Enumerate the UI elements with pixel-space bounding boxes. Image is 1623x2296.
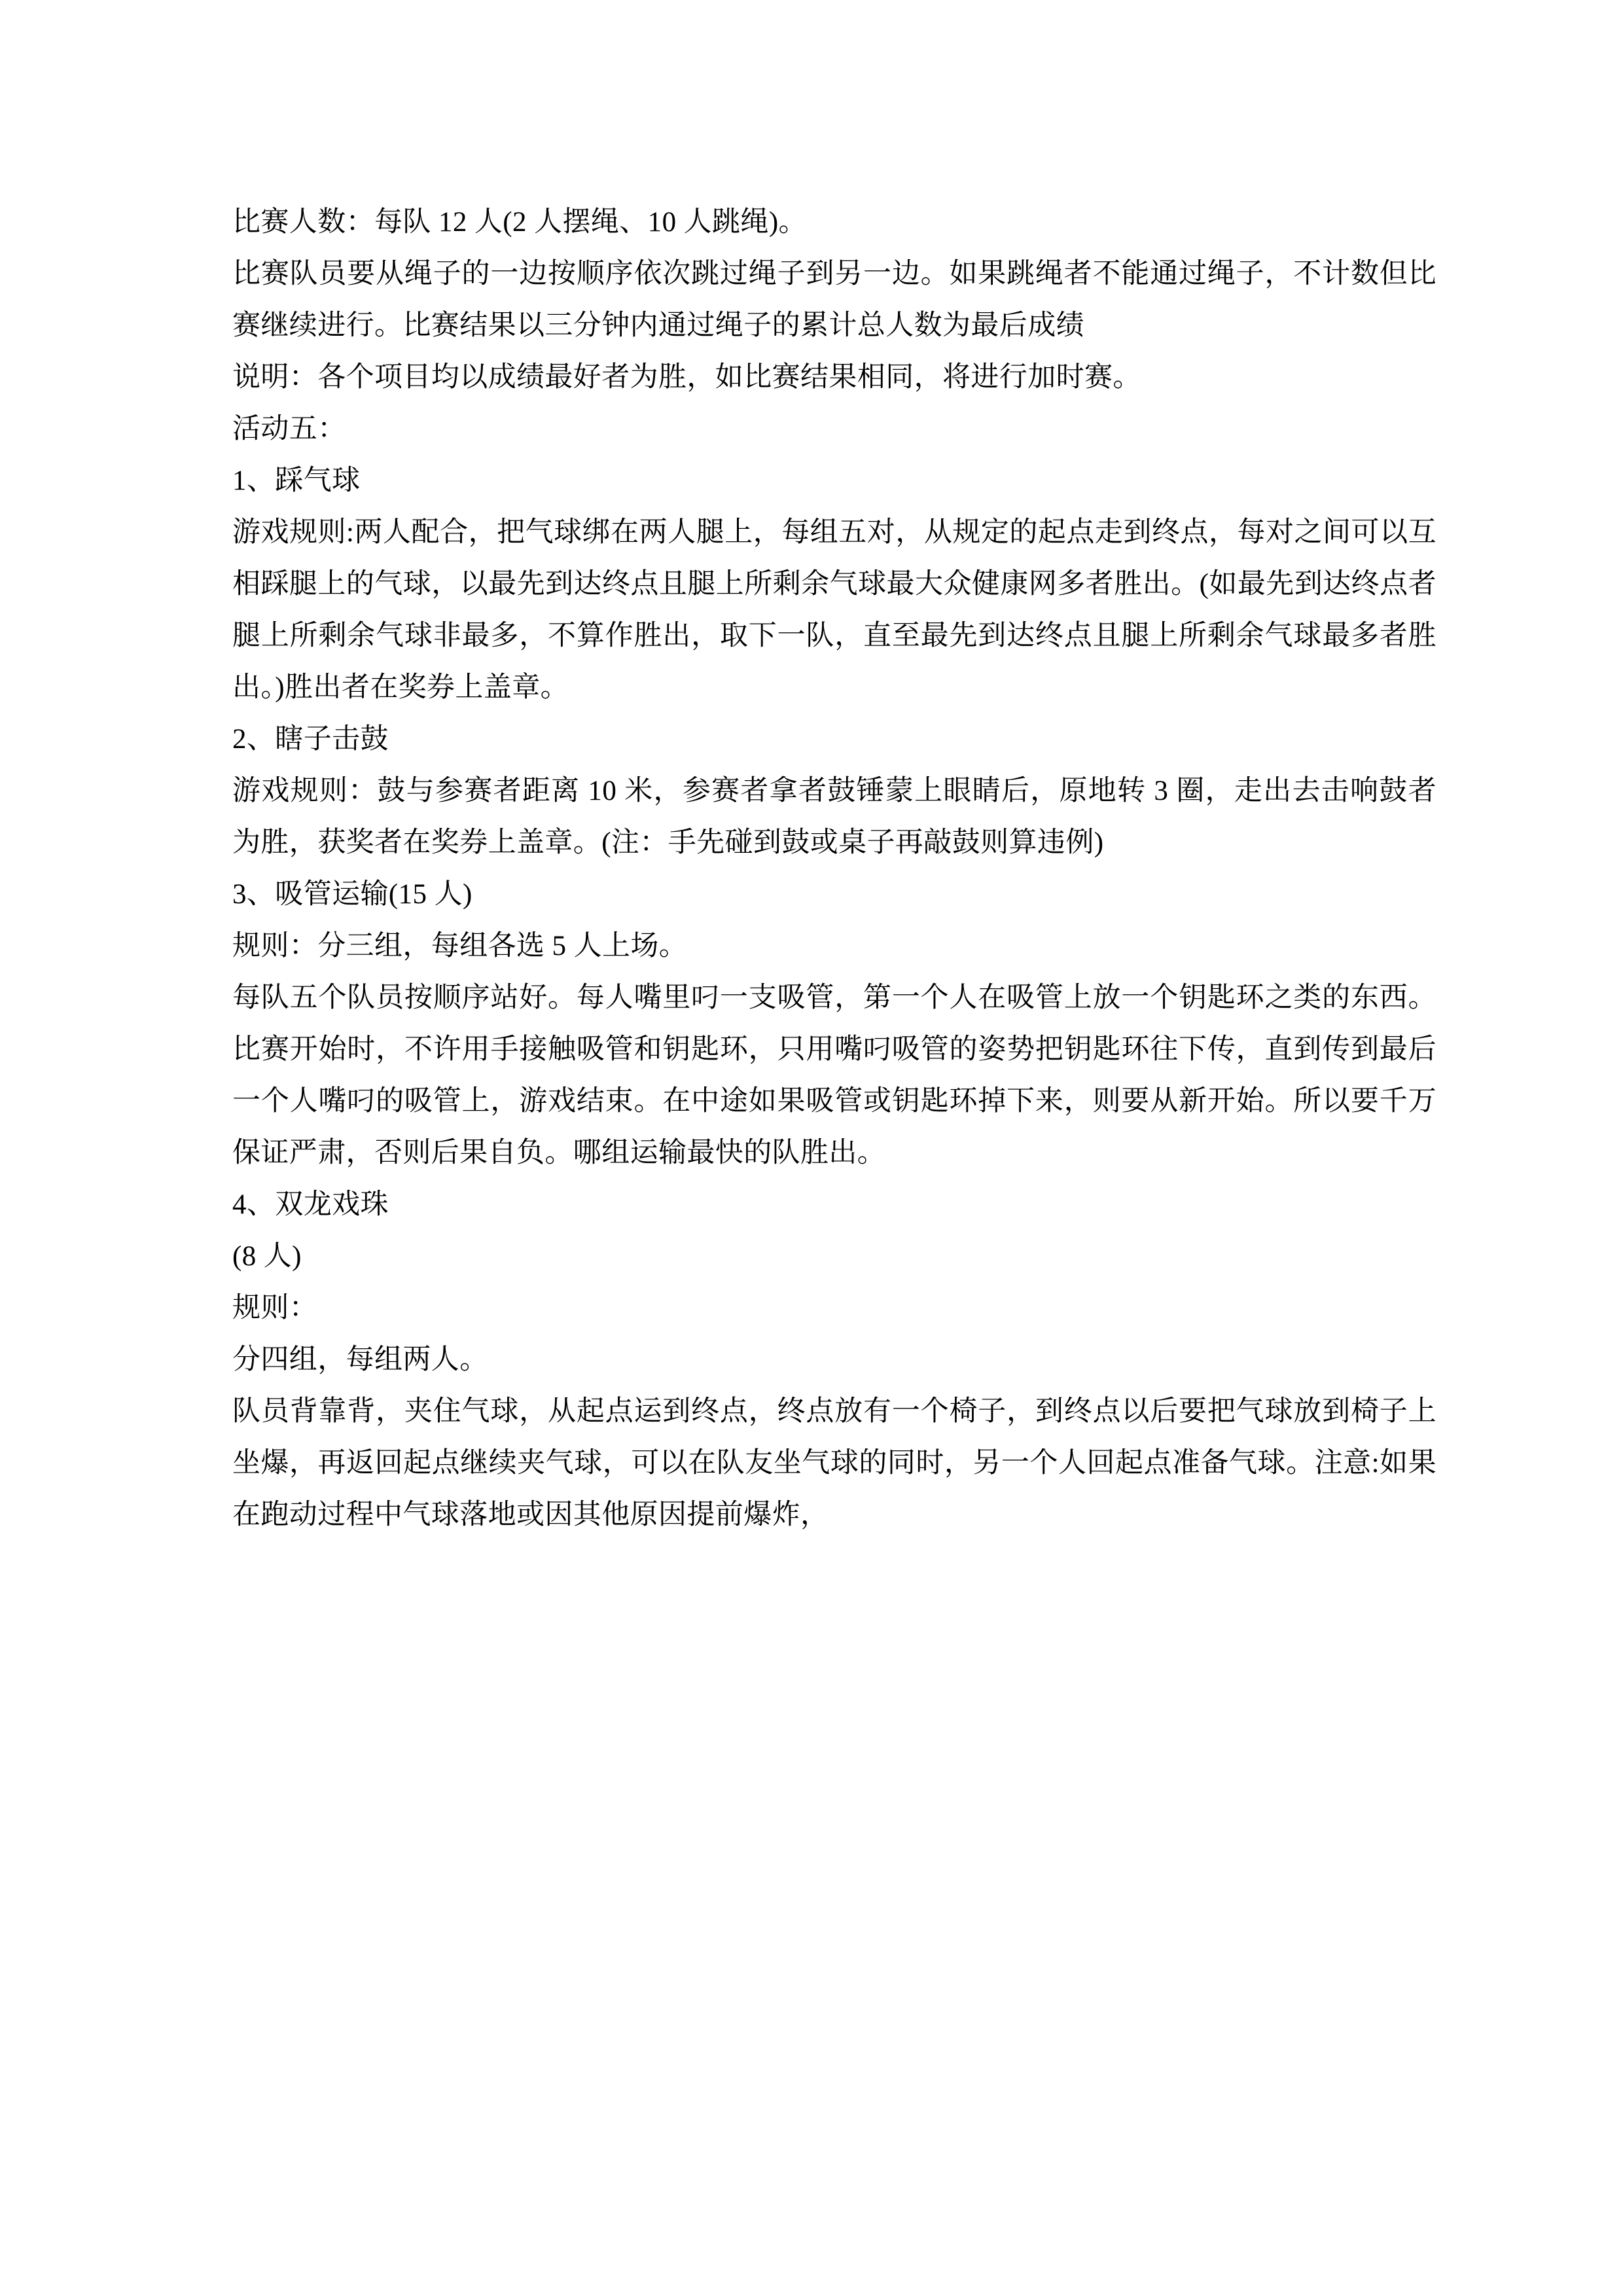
paragraph-game-3-rules: 规则：分三组，每组各选 5 人上场。 bbox=[232, 931, 688, 961]
paragraph-game-1-rules: 游戏规则:两人配合，把气球绑在两人腿上，每组五对，从规定的起点走到终点，每对之间可以互相踩腿上的气球，以最先到达终点且腿上所剩余气球最大众健康网多者胜出。(如最先到达终点者腿上所剩余气球非最多，不算作胜出，取下一队，直至最先到达终点且腿上所剩余气球最多者胜出。)胜出者在奖券上盖章。 bbox=[232, 517, 1436, 703]
heading-game-4-double-dragon: 4、双龙戏珠 bbox=[232, 1189, 389, 1220]
heading-activity-five: 活动五： bbox=[232, 414, 346, 444]
paragraph-competition-headcount: 比赛人数：每队 12 人(2 人摆绳、10 人跳绳)。 bbox=[232, 207, 807, 238]
paragraph-game-4-rules-label: 规则： bbox=[232, 1293, 318, 1323]
paragraph-game-4-participants: (8 人) bbox=[232, 1241, 302, 1272]
paragraph-note-scoring: 说明：各个项目均以成绩最好者为胜，如比赛结果相同，将进行加时赛。 bbox=[232, 362, 1141, 393]
heading-game-3-straw-relay: 3、吸管运输(15 人) bbox=[232, 879, 473, 910]
document-body bbox=[232, 196, 1436, 1541]
heading-game-1-balloon-stomp: 1、踩气球 bbox=[232, 465, 361, 496]
paragraph-game-4-details: 队员背靠背，夹住气球，从起点运到终点，终点放有一个椅子，到终点以后要把气球放到椅子上坐爆，再返回起点继续夹气球，可以在队友坐气球的同时，另一个人回起点准备气球。注意:如果在跑动过程中气球落地或因其他原因提前爆炸， bbox=[232, 1396, 1436, 1530]
paragraph-game-3-details: 每队五个队员按顺序站好。每人嘴里叼一支吸管，第一个人在吸管上放一个钥匙环之类的东西。比赛开始时，不许用手接触吸管和钥匙环，只用嘴叼吸管的姿势把钥匙环往下传，直到传到最后一个人嘴叼的吸管上，游戏结束。在中途如果吸管或钥匙环掉下来，则要从新开始。所以要千万保证严肃，否则后果自负。哪组运输最快的队胜出。 bbox=[232, 982, 1436, 1168]
heading-game-2-blind-drum: 2、瞎子击鼓 bbox=[232, 724, 389, 755]
paragraph-game-2-rules: 游戏规则：鼓与参赛者距离 10 米，参赛者拿者鼓锤蒙上眼睛后，原地转 3 圈，走出去击响鼓者为胜，获奖者在奖券上盖章。(注：手先碰到鼓或桌子再敲鼓则算违例) bbox=[232, 776, 1436, 858]
paragraph-game-4-groups: 分四组，每组两人。 bbox=[232, 1344, 488, 1375]
paragraph-competition-rules: 比赛队员要从绳子的一边按顺序依次跳过绳子到另一边。如果跳绳者不能通过绳子，不计数但比赛继续进行。比赛结果以三分钟内通过绳子的累计总人数为最后成绩 bbox=[232, 259, 1436, 341]
